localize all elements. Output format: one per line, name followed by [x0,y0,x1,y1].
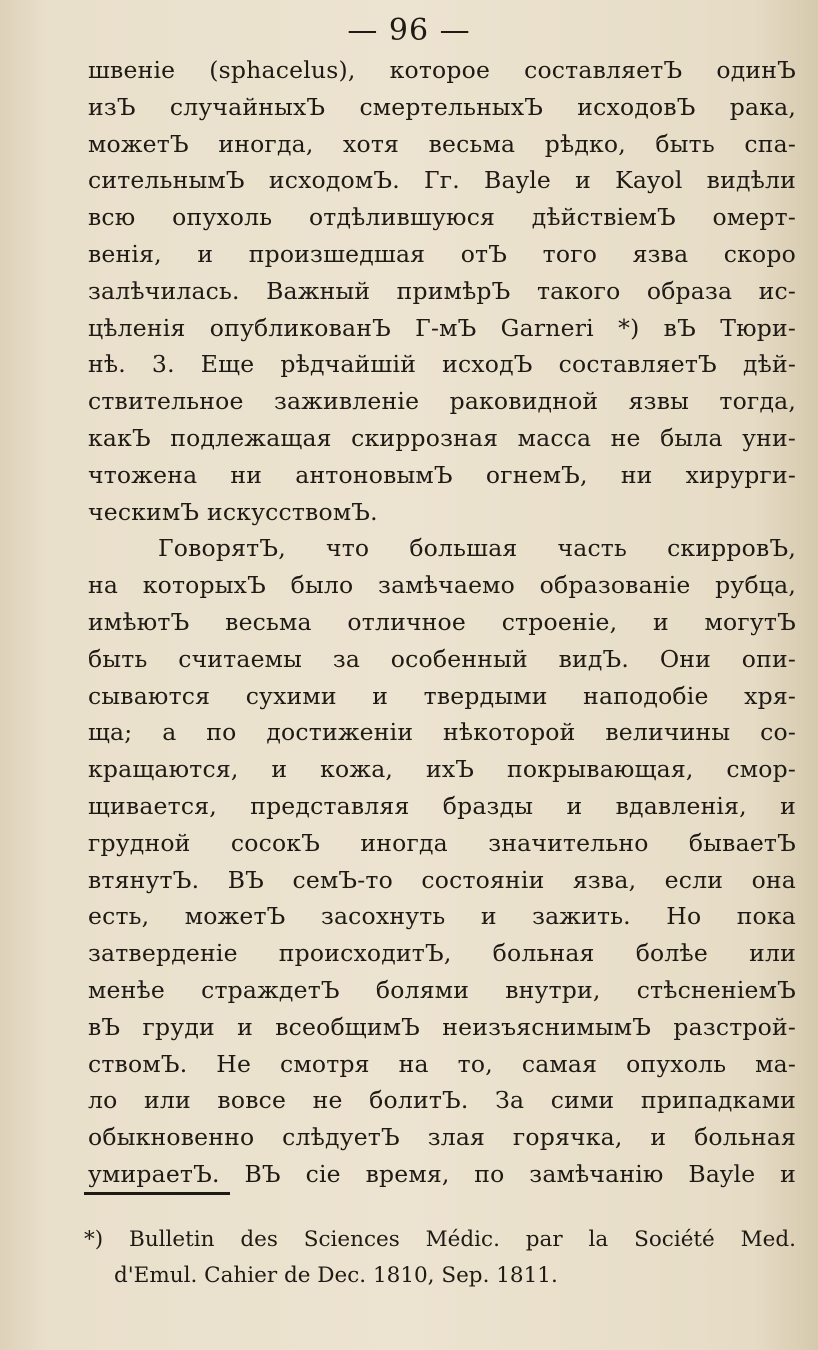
footnote [84,1222,796,1294]
text-line: сываются сухими и твердыми наподобiе хря- [88,681,796,710]
text-line: ствомЪ. Не смотря на то, самая опухоль ма- [88,1049,796,1078]
text-line: изЪ случайныхЪ смертельныхЪ исходовЪ рака, [88,92,796,121]
text-line: сительнымЪ исходомЪ. Гг. Bayle и Kayol видѣли [88,166,796,195]
text-line: вЪ груди и всеобщимЪ неизъяснимымЪ разстрой- [88,1012,796,1041]
text-line: залѣчилась. Важный примѣрЪ такого образа ис- [88,276,796,305]
text-line: можетЪ иногда, хотя весьма рѣдко, быть спа- [88,129,796,158]
text-line: менѣе страждетЪ болями внутри, стѣсненiемЪ [88,975,796,1004]
footnote-line: *) Bulletin des Sciences Médic. par la Société Med. [84,1227,796,1252]
paragraph-first-line: ГоворятЪ, что большая часть скирровЪ, [158,534,796,563]
text-line: обыкновенно слѣдуетЪ злая горячка, и больная [88,1123,796,1152]
text-line: ло или вовсе не болитЪ. За сими припадками [88,1086,796,1115]
text-line: нѣ. 3. Еще рѣдчайшiй исходЪ составляетЪ дѣй- [88,350,796,379]
text-line: ческимЪ искусствомЪ. [88,497,378,526]
text-line: венiя, и произшедшая отЪ того язва скоро [88,239,796,268]
text-line: на которыхЪ было замѣчаемо образованiе рубца, [88,571,796,600]
text-line: ща; а по достиженiи нѣкоторой величины со- [88,718,796,747]
text-line: ствительное заживленiе раковидной язвы тогда, [88,387,796,416]
text-line: кращаются, и кожа, ихЪ покрывающая, смор- [88,755,796,784]
text-line: чтожена ни антоновымЪ огнемЪ, ни хирурги- [88,460,796,489]
text-line: есть, можетЪ засохнуть и зажить. Но пока [88,902,796,931]
text-line: цѣленiя опубликованЪ Г-мЪ Garneri *) вЪ Тюри- [88,313,796,342]
text-line: грудной сосокЪ иногда значительно бываетЪ [88,828,796,857]
text-line: быть считаемы за особенный видЪ. Они опи- [88,644,796,673]
text-line: имѣютЪ весьма отличное строенiе, и могутЪ [88,607,796,636]
text-line: всю опухоль отдѣлившуюся дѣйствiемЪ омерт- [88,203,796,232]
body-text [88,52,796,1193]
text-line: швенiе (sphacelus), которое составляетЪ одинЪ [88,56,796,84]
text-line: затверденiе происходитЪ, больная болѣе или [88,939,796,968]
page-number: — 96 — [347,13,471,48]
footnote-rule [84,1192,230,1195]
text-line: втянутЪ. ВЪ семЪ-то состоянiи язва, если она [88,865,796,894]
text-line: умираетЪ. ВЪ сiе время, по замѣчанiю Bayle и [88,1159,796,1188]
text-line: щивается, представляя бразды и вдавленiя, и [88,791,796,820]
footnote-line: d'Emul. Cahier de Dec. 1810, Sep. 1811. [114,1263,558,1288]
text-line: какЪ подлежащая скиррозная масса не была уни- [88,423,796,452]
